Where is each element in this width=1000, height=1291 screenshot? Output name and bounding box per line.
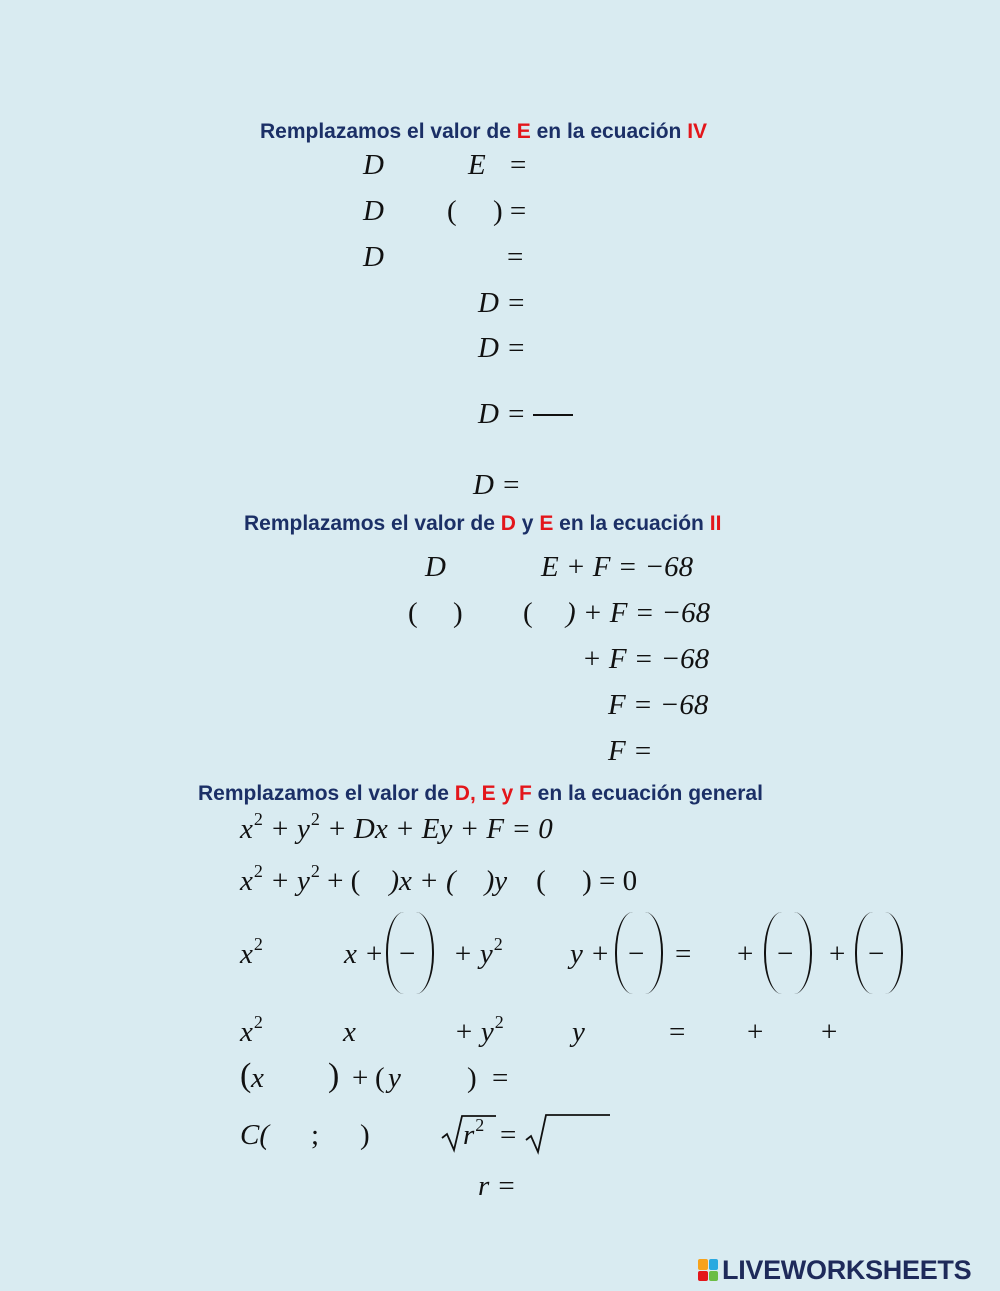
heading-highlight: E <box>516 120 531 143</box>
s3-r3-plusy: + $y^2$ <box>453 934 503 970</box>
heading-highlight: D, E y F <box>454 782 532 805</box>
s3-r3-xplus: x + <box>344 938 384 970</box>
heading-3 <box>198 782 763 806</box>
s3-r5-y: y <box>388 1062 401 1094</box>
logo-mark-icon <box>698 1259 718 1281</box>
s1-r1-e: E <box>468 149 486 181</box>
s3-r3-plus1: + <box>737 938 754 970</box>
s3-r5-rp2: ) <box>467 1062 477 1094</box>
s2-r3: + F = −68 <box>582 643 710 675</box>
s3-r3-yplus: y + <box>570 938 610 970</box>
heading-text: en la ecuación <box>553 512 710 535</box>
s3-r5-x: x <box>251 1062 264 1094</box>
sqrt-sign-2 <box>524 1110 610 1156</box>
s3-r3-minus2: − <box>628 938 645 970</box>
logo-square <box>709 1259 719 1270</box>
s3-r4-y: y <box>572 1016 585 1048</box>
logo-square <box>698 1259 708 1270</box>
s3-r5-plus: + <box>352 1062 369 1094</box>
s3-r4-x: x <box>343 1016 356 1048</box>
s3-r6-close: ) <box>360 1119 370 1151</box>
s3-r3-minus4: − <box>868 938 885 970</box>
logo-text: LIVEWORKSHEETS <box>722 1254 972 1285</box>
s3-r4-plus2: + <box>821 1016 838 1048</box>
s1-r4: D = <box>478 287 526 319</box>
s3-r5-eq: = <box>492 1062 509 1094</box>
s2-r2-rp1: ) <box>453 597 463 629</box>
heading-2 <box>244 512 721 536</box>
heading-text: Remplazamos el valor de <box>244 512 501 535</box>
s1-r2-rp: ) = <box>493 195 527 227</box>
s2-r5: F = <box>608 735 653 767</box>
s2-r4: F = −68 <box>608 689 709 721</box>
heading-highlight: IV <box>687 120 708 143</box>
fraction-bar <box>533 414 573 416</box>
s2-r2-lp1: ( <box>408 597 418 629</box>
s3-r2: $x^2 + y^2$ + ( )x + ( )y ( ) = 0 <box>240 861 638 897</box>
s3-r3-minus3: − <box>777 938 794 970</box>
s3-r7: r = <box>478 1170 517 1202</box>
s1-r5: D = <box>478 332 526 364</box>
s3-r6-semicolon: ; <box>311 1119 320 1151</box>
s3-r5-lp2: ( <box>375 1062 385 1094</box>
s3-r3-eq: = <box>675 938 692 970</box>
s3-r3-x2: $x^2$ <box>240 934 263 970</box>
heading-text: Remplazamos el valor de <box>260 120 517 143</box>
logo-square <box>698 1271 708 1282</box>
s3-r5-lp1: ( <box>240 1057 252 1094</box>
s1-r3-d: D <box>363 241 384 273</box>
s3-r4-plus1: + <box>747 1016 764 1048</box>
s3-r4-plusy: + $y^2$ <box>454 1012 504 1048</box>
s1-r7: D = <box>473 469 521 501</box>
s2-r1-d: D <box>425 551 446 583</box>
s2-r2-lp2: ( <box>523 597 533 629</box>
s3-r6-eq: = <box>500 1119 517 1151</box>
heading-highlight: E <box>539 512 554 535</box>
s2-r1-rhs: E + F = −68 <box>541 551 694 583</box>
liveworksheets-logo <box>698 1255 971 1285</box>
s3-r3-minus1: − <box>399 938 416 970</box>
logo-square <box>709 1271 719 1282</box>
s3-r4-eq: = <box>669 1016 686 1048</box>
s3-r5-rp1: ) <box>328 1057 340 1094</box>
s3-r4-x2: $x^2$ <box>240 1012 263 1048</box>
heading-text: y <box>515 512 540 535</box>
s1-r6: D = <box>478 398 526 430</box>
s1-r1-d: D <box>363 149 384 181</box>
heading-text: Remplazamos el valor de <box>198 782 455 805</box>
heading-highlight: II <box>709 512 722 535</box>
s1-r1-eq: = <box>510 149 527 181</box>
s3-r6-r2: $r^2$ <box>463 1115 485 1151</box>
s3-r1: $x^2 + y^2 + Dx + Ey + F = 0$ <box>240 809 553 845</box>
s3-r3-plus2: + <box>829 938 846 970</box>
s1-r2-lp: ( <box>447 195 457 227</box>
heading-text: en la ecuación general <box>531 782 763 805</box>
s1-r2-d: D <box>363 195 384 227</box>
s2-r2-rhs: ) + F = −68 <box>566 597 711 629</box>
heading-1 <box>260 120 707 144</box>
s1-r3-eq: = <box>507 241 524 273</box>
heading-text: en la ecuación <box>530 120 688 143</box>
s3-r6-center: C( <box>240 1119 269 1151</box>
heading-highlight: D <box>500 512 516 535</box>
